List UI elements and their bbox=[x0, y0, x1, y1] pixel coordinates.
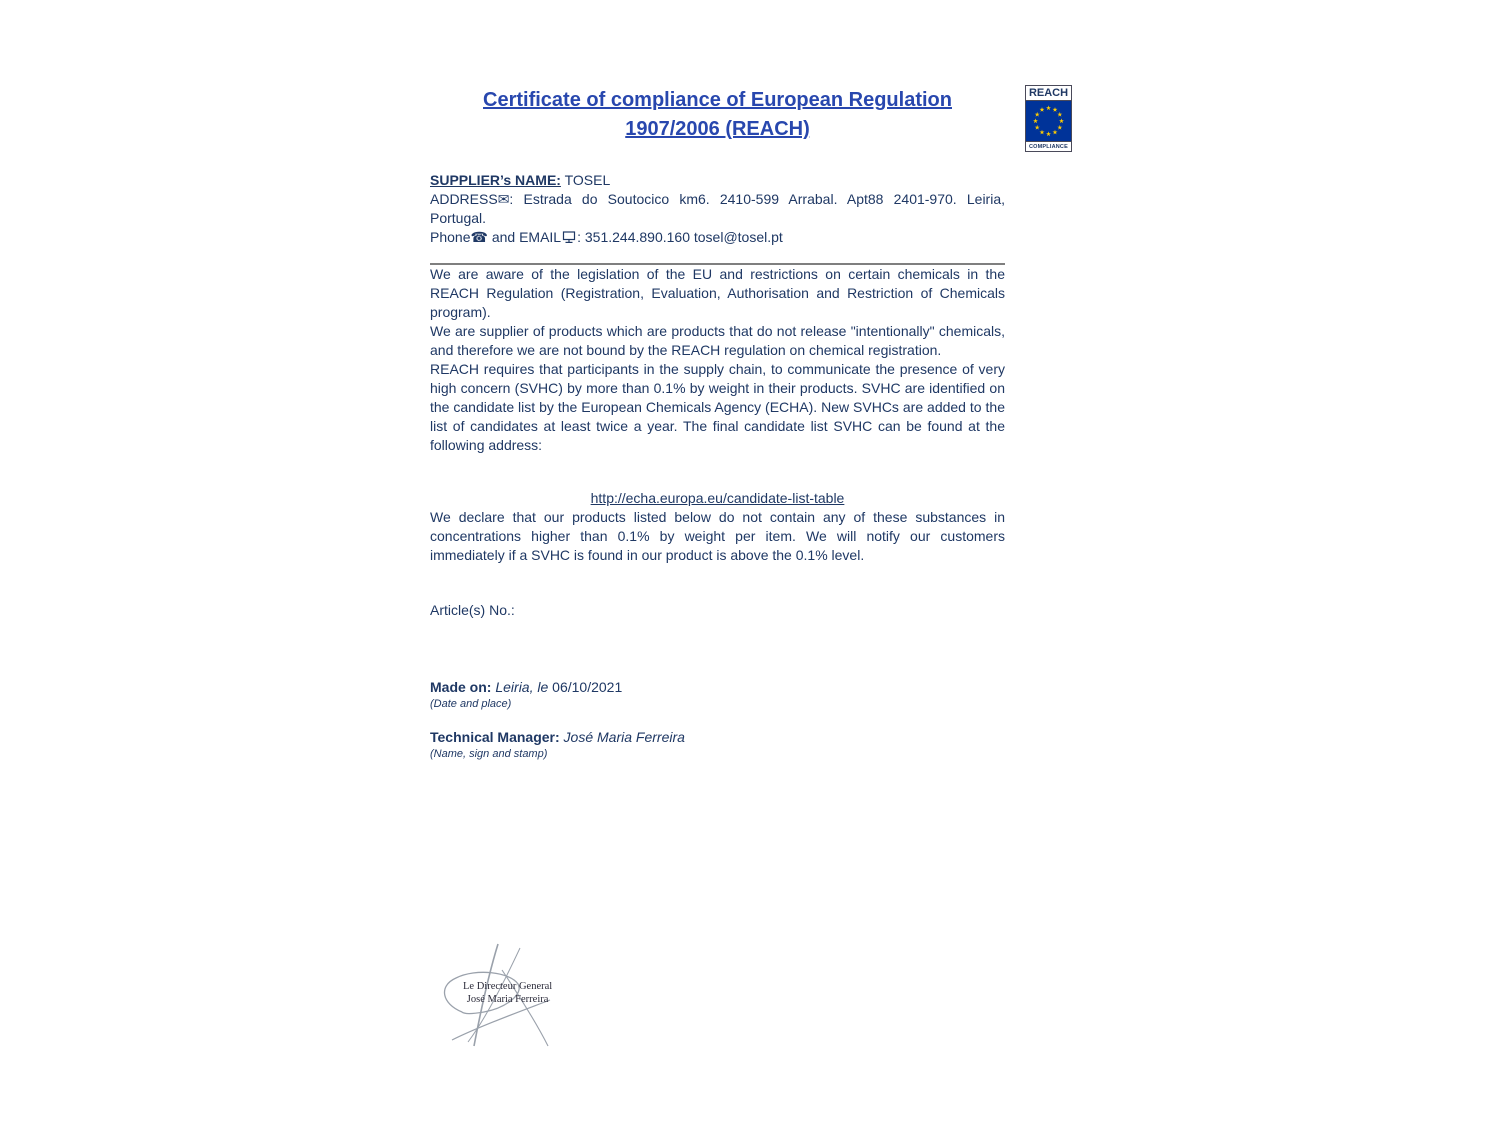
name-sign-stamp-note: (Name, sign and stamp) bbox=[430, 748, 548, 760]
made-on-label: Made on: bbox=[430, 679, 492, 695]
technical-manager-line bbox=[430, 728, 1005, 747]
email-label: and EMAIL bbox=[487, 229, 562, 245]
supplier-address-line bbox=[430, 190, 1005, 228]
supplier-name-line bbox=[430, 171, 1005, 190]
made-on-line bbox=[430, 678, 1005, 697]
reach-logo-compliance: COMPLIANCE bbox=[1026, 141, 1071, 151]
reach-compliance-logo bbox=[1025, 85, 1072, 152]
supplier-name-label: SUPPLIER’s NAME: bbox=[430, 172, 561, 188]
made-on-date: 06/10/2021 bbox=[552, 679, 623, 695]
address-value: : Estrada do Soutocico km6. 2410-599 Arrabal. Apt88 2401-970. Leiria, Portugal. bbox=[430, 191, 1005, 226]
phone-icon: ☎ bbox=[470, 229, 488, 245]
address-label: ADDRESS bbox=[430, 191, 498, 207]
candidate-list-link-line bbox=[430, 489, 1005, 508]
article-number-label: Article(s) No.: bbox=[430, 602, 515, 618]
supplier-contact-line bbox=[430, 228, 1005, 247]
paragraph-reach-svhc: REACH requires that participants in the supply chain, to communicate the presence of very high concern (SVHC) by more than 0.1% by weight in their products. SVHC are identified on the candidate list by the European Chemicals Agency (ECHA). New SVHCs are added to the list of candidates at least twice a year. The final candidate list SVHC can be found at the following address: bbox=[430, 361, 1005, 453]
page-title bbox=[430, 86, 1005, 144]
stamp-line-2: José Maria Ferreira bbox=[466, 994, 549, 1005]
title-line-1: Certificate of compliance of European Regulation bbox=[483, 89, 952, 111]
contact-value: : 351.244.890.160 tosel@tosel.pt bbox=[577, 229, 783, 245]
date-place-note: (Date and place) bbox=[430, 698, 512, 710]
stamp-text bbox=[463, 980, 552, 1006]
reach-logo-title: REACH bbox=[1026, 86, 1071, 101]
certificate-document bbox=[430, 86, 1005, 761]
eu-flag-icon bbox=[1026, 101, 1071, 141]
technical-manager-label: Technical Manager: bbox=[430, 729, 560, 745]
stamp-line-1: Le Directeur General bbox=[463, 981, 553, 992]
paragraph-supplier-statement: We are supplier of products which are products that do not release "intentionally" chemicals, and therefore we are not bound by the REACH regulation on chemical registration. bbox=[430, 323, 1005, 358]
technical-manager-name: José Maria Ferreira bbox=[559, 729, 685, 745]
computer-icon bbox=[562, 231, 576, 244]
supplier-info-block bbox=[430, 171, 1005, 247]
title-line-2: 1907/2006 (REACH) bbox=[625, 118, 810, 140]
candidate-list-link[interactable]: http://echa.europa.eu/candidate-list-table bbox=[590, 490, 845, 506]
phone-label: Phone bbox=[430, 229, 471, 245]
paragraph-declaration: We declare that our products listed below do not contain any of these substances in concentrations higher than 0.1% by weight per item. We will notify our customers immediately if a SVHC is found in our product is above the 0.1% level. bbox=[430, 509, 1005, 563]
signature-area bbox=[432, 942, 572, 1052]
paragraph-awareness: We are aware of the legislation of the EU and restrictions on certain chemicals in the REACH Regulation (Registration, Evaluation, Authorisation and Restriction of Chemicals program). bbox=[430, 266, 1005, 320]
supplier-name-value: TOSEL bbox=[560, 172, 611, 188]
envelope-icon: ✉ bbox=[497, 191, 510, 207]
made-on-place: Leiria, le bbox=[491, 679, 553, 695]
